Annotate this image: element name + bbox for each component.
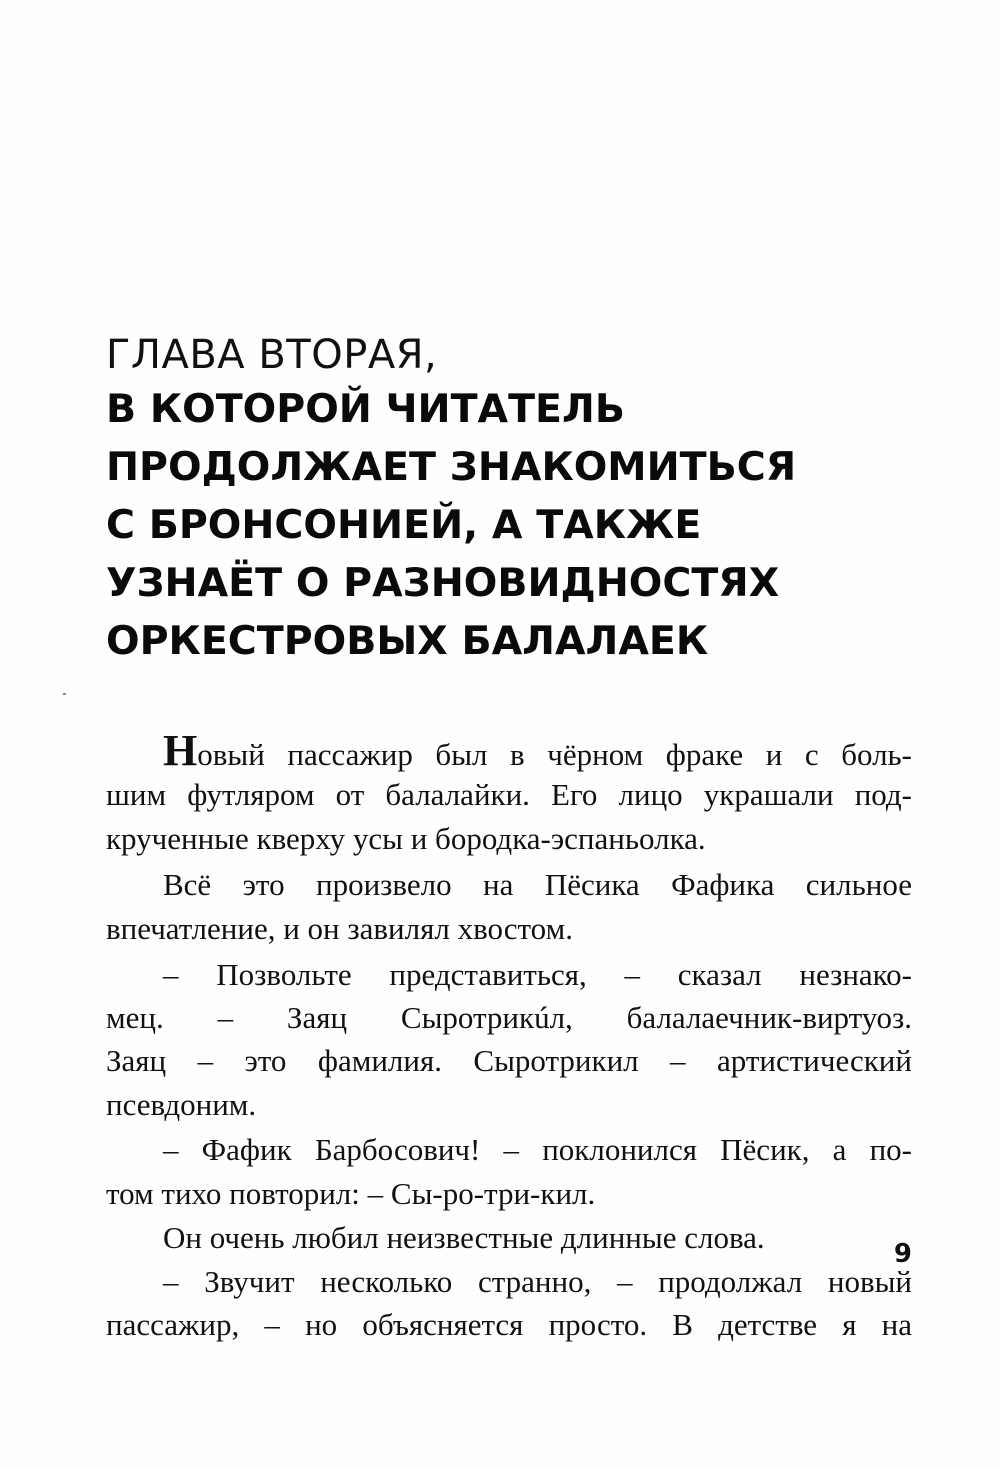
paragraph-line: Он очень любил неизвестные длинные слова. <box>163 1220 765 1255</box>
chapter-title-line: С БРОНСОНИЕЙ, А ТАКЖЕ <box>106 502 702 548</box>
paragraph-line: том тихо повторил: – Сы-ро-три-кил. <box>106 1176 596 1211</box>
page-number: 9 <box>893 1239 912 1269</box>
drop-cap: Н <box>163 726 198 775</box>
chapter-title-line: ОРКЕСТРОВЫХ БАЛАЛАЕК <box>106 618 709 664</box>
paragraph-line: – Фафик Барбосович! – поклонился Пёсик, а по- <box>163 1132 912 1167</box>
paragraph-line: впечатление, и он завилял хвостом. <box>106 911 573 946</box>
paragraph-line: псевдоним. <box>106 1087 257 1122</box>
paragraph-line: – Звучит несколько странно, – продолжал новый <box>163 1264 912 1299</box>
print-speck <box>63 693 66 695</box>
chapter-label: ГЛАВА ВТОРАЯ, <box>106 332 438 378</box>
chapter-title-line: УЗНАЁТ О РАЗНОВИДНОСТЯХ <box>106 560 780 606</box>
paragraph-line <box>163 726 912 775</box>
paragraph-line: шим футляром от балалайки. Его лицо украшали под- <box>106 777 912 812</box>
paragraph-line-text: овый пассажир был в чёрном фраке и с боль- <box>197 737 912 772</box>
chapter-title-line: ПРОДОЛЖАЕТ ЗНАКОМИТЬСЯ <box>106 444 797 490</box>
paragraph-line: крученные кверху усы и бородка-эспаньолка. <box>106 821 706 856</box>
chapter-title-line: В КОТОРОЙ ЧИТАТЕЛЬ <box>106 386 625 432</box>
paragraph-line: Всё это произвело на Пёсика Фафика сильное <box>163 867 912 902</box>
paragraph-line: пассажир, – но объясняется просто. В детстве я на <box>106 1307 912 1342</box>
paragraph-line: мец. – Заяц Сыротрикúл, балалаечник-виртуоз. <box>106 1000 912 1035</box>
paragraph-line: – Позвольте представиться, – сказал незнако- <box>163 957 912 992</box>
paragraph-line: Заяц – это фамилия. Сыротрикил – артистический <box>106 1043 912 1078</box>
